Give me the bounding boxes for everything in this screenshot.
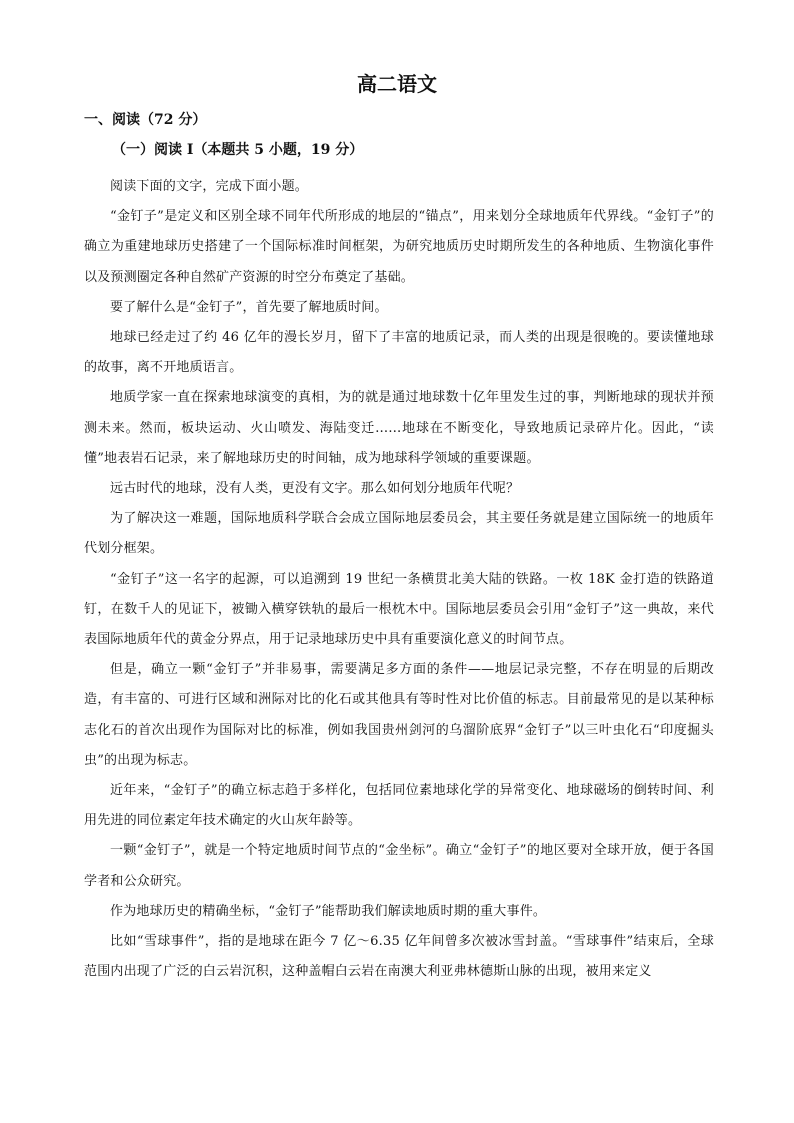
- paragraph: 但是，确立一颗“金钉子”并非易事，需要满足多方面的条件——地层记录完整，不存在明显的后期改造，有丰富的、可进行区域和洲际对比的化石或其他具有等时性对比价值的标志。目前最常见的是以某种标志化石的首次出现作为国际对比的标准，例如我国贵州剑河的乌溜阶底界“金钉子”以三叶虫化石“印度掘头虫”的出现为标志。: [84, 662, 714, 768]
- paragraph: 作为地球历史的精确坐标，“金钉子”能帮助我们解读地质时期的重大事件。: [110, 903, 547, 919]
- paragraph: “金钉子”这一名字的起源，可以追溯到 19 世纪一条横贯北美大陆的铁路。一枚 18K 金打造的铁路道钉，在数千人的见证下，被锄入横穿铁轨的最后一根枕木中。国际地层委员会引用“金钉子”这一典故，来代表国际地质年代的黄金分界点，用于记录地球历史中具有重要演化意义的时间节点。: [84, 571, 714, 648]
- paragraph: 近年来，“金钉子”的确立标志趋于多样化，包括同位素地球化学的异常变化、地球磁场的倒转时间、利用先进的同位素定年技术确定的火山灰年龄等。: [84, 783, 714, 829]
- page-title: 高二语文: [357, 72, 437, 96]
- paragraph: “金钉子”是定义和区别全球不同年代所形成的地层的“锚点”，用来划分全球地质年代界线。“金钉子”的确立为重建地球历史搭建了一个国际标准时间框架，为研究地质历史时期所发生的各种地质、生物演化事件以及预测圈定各种自然矿产资源的时空分布奠定了基础。: [84, 209, 714, 285]
- paragraph: 地球已经走过了约 46 亿年的漫长岁月，留下了丰富的地质记录，而人类的出现是很晚的。要读懂地球的故事，离不开地质语言。: [84, 330, 714, 376]
- paragraph: 地质学家一直在探索地球演变的真相，为的就是通过地球数十亿年里发生过的事，判断地球的现状并预测未来。然而，板块运动、火山喷发、海陆变迁……地球在不断变化，导致地质记录碎片化。因此，“读懂”地表岩石记录，来了解地球历史的时间轴，成为地球科学领域的重要课题。: [84, 390, 714, 466]
- instruction-paragraph: 阅读下面的文字，完成下面小题。: [110, 179, 309, 194]
- paragraph: 要了解什么是“金钉子”，首先要了解地质时间。: [110, 299, 388, 315]
- paragraph: 为了解决这一难题，国际地质科学联合会成立国际地层委员会，其主要任务就是建立国际统一的地质年代划分框架。: [84, 511, 714, 557]
- subsection-heading: （一）阅读 I（本题共 5 小题，19 分）: [112, 142, 364, 158]
- paragraph: 远古时代的地球，没有人类，更没有文字。那么如何划分地质年代呢？: [110, 481, 520, 497]
- article-body: [84, 172, 714, 987]
- paragraph: 比如“雪球事件”，指的是地球在距今 7 亿〜6.35 亿年间曾多次被冰雪封盖。“雪球事件”结束后，全球范围内出现了广泛的白云岩沉积，这种盖帽白云岩在南澳大利亚弗林德斯山脉的出现，被用来定义: [84, 934, 714, 980]
- paragraph: 一颗“金钉子”，就是一个特定地质时间节点的“金坐标”。确立“金钉子”的地区要对全球开放，便于各国学者和公众研究。: [84, 843, 714, 889]
- section-heading: 一、阅读（72 分）: [84, 112, 207, 128]
